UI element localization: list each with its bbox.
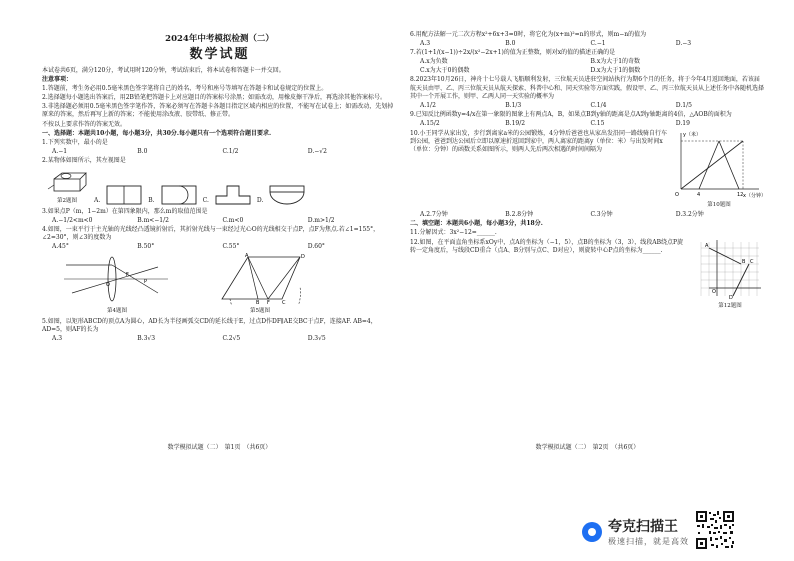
page-1 <box>42 30 397 450</box>
qr-code-icon <box>695 510 735 550</box>
coordinate-grid-figure <box>695 238 765 311</box>
svg-text:D: D <box>729 294 733 300</box>
question-3: 3.如果点P（m，1−2m）在第四象限内，那么m的取值范围是 <box>42 207 208 215</box>
option: A.3 <box>420 40 431 48</box>
question-7-options-row-1 <box>410 58 765 66</box>
quark-logo-icon <box>582 522 602 542</box>
option: A.−1 <box>52 147 68 155</box>
option-label: B. <box>148 197 155 205</box>
question-7-options-row-2 <box>410 67 765 75</box>
option: D.3.2分钟 <box>675 210 704 218</box>
option: B.0 <box>137 147 148 155</box>
option: C.15 <box>590 119 605 127</box>
question-12-block <box>410 238 765 311</box>
option: D.19 <box>675 119 690 127</box>
tick-label: 4 <box>697 192 701 199</box>
notice-1: 1.答题前，考生务必用0.5毫米黑色签字笔将自己的姓名、考号和座号等填写在答题卡和试卷规定的位置上。 <box>42 85 328 93</box>
option: D.−3 <box>675 40 692 48</box>
option: D.−√2 <box>307 147 327 155</box>
svg-text:A: A <box>245 253 249 260</box>
option: A.15/2 <box>420 119 440 127</box>
question-2: 2.某物体如图所示，其左视图是 <box>42 156 126 164</box>
option: B.3√3 <box>137 334 156 342</box>
option: B.0 <box>505 40 516 48</box>
y-axis-label: y（米） <box>683 132 701 139</box>
question-8: 8.2023年10月26日，神舟十七号载人飞船顺利发射，三位航天员进驻空间站执行为期6个月的任务，将于今年4月返回地面，若该届航天员由甲、乙、丙三位航天员从航天探索、科普中心和、同天实验等方面实践，假设甲、乙、丙三位航天员从上述任务中各随机选择其中一个开展工作，则甲、乙两人同一天实验的概率为 <box>410 76 765 100</box>
option-b-view <box>161 184 197 206</box>
subject-title: 数学试题 <box>189 47 250 63</box>
svg-text:B: B <box>742 258 746 265</box>
exam-title: 2024年中考模拟检测（二） <box>165 34 274 44</box>
question-2-figures <box>42 167 397 206</box>
question-1-options <box>42 148 397 156</box>
question-6-options <box>410 40 765 48</box>
option: C.1/2 <box>222 147 239 155</box>
origin-label: O <box>675 192 679 199</box>
option: A.x为负数 <box>420 58 448 66</box>
question-3-options <box>42 217 397 225</box>
distance-time-graph <box>673 129 765 210</box>
option: C.m<0 <box>222 216 244 224</box>
watermark-slogan: 极速扫描，就是高效 <box>608 537 689 546</box>
svg-text:C: C <box>750 258 754 265</box>
x-axis-label: x（分钟） <box>743 193 765 200</box>
svg-text:B: B <box>256 300 260 306</box>
svg-text:P: P <box>144 279 148 286</box>
option: C.1/4 <box>590 101 607 109</box>
question-6: 6.用配方法解一元二次方程x²+6x+3=0时，将它化为(x+m)²=n的形式，则m−n的值为 <box>410 31 647 38</box>
rectangle-arc-figure <box>212 253 308 316</box>
figure-5-caption: 第5题图 <box>250 308 270 315</box>
option: B.m<−1/2 <box>137 216 169 224</box>
question-10-options <box>410 211 765 219</box>
lens-figure <box>62 253 172 316</box>
option: C.x为大于0的偶数 <box>420 67 470 75</box>
intro-text: 本试卷共6页，满分120分，考试用时120分钟，考试结束后，将本试卷和答题卡一并交回。 <box>42 67 285 75</box>
option: C.3分钟 <box>590 210 613 218</box>
question-11: 11.分解因式：3x²−12=______. <box>410 228 497 236</box>
section-1-heading: 一、选择题：本题共10小题，每小题3分，共30分.每小题只有一个选项符合题目要求. <box>42 129 272 137</box>
option-label: D. <box>256 197 264 205</box>
option: D.1/5 <box>675 101 692 109</box>
option-d-view <box>269 184 305 206</box>
notice-heading: 注意事项： <box>42 76 73 84</box>
option: B.2.8分钟 <box>505 210 534 218</box>
question-4: 4.如图，一束平行于主光轴的光线经凸透镜折射后，其折射光线与一束经过光心O的光线相交于点P，点F为焦点.若∠1=155°，∠2=30°，则∠3的度数为 <box>42 225 380 241</box>
notice-3: 3.非选择题必须用0.5毫米黑色签字笔作答，答案必须写在答题卡各题目指定区域内相应的位置，不能写在试卷上；如需改动，先划掉原来的答案，然后再写上新的答案；不能使用涂改液、胶带纸、修正带。 <box>42 103 394 119</box>
svg-text:O: O <box>712 288 716 295</box>
figure-4-caption: 第4题图 <box>107 308 127 315</box>
notice-4: 不按以上要求作答的答案无效。 <box>42 120 127 128</box>
option: C.55° <box>222 242 240 250</box>
option-label: C. <box>202 197 209 205</box>
svg-text:F: F <box>126 272 129 279</box>
watermark-brand: 夸克扫描王 <box>608 519 678 535</box>
page-1-footer: 数学模拟试题（二） 第1页 （共6页） <box>167 443 272 451</box>
tick-label: 12 <box>737 192 744 199</box>
svg-text:D: D <box>301 254 305 261</box>
question-4-options <box>42 243 397 251</box>
question-4-5-figures <box>42 253 397 316</box>
notice-2: 2.选择题每小题选出答案后，用2B铅笔把答题卡上对应题目的答案标号涂黑；如需改动，用橡皮擦干净后，再选涂其他答案标号。 <box>42 94 386 102</box>
option: C.−1 <box>590 40 606 48</box>
figure-12-caption: 第12题图 <box>718 302 742 309</box>
option: A.−1/2<m<0 <box>52 216 93 224</box>
question-1: 1.下列实数中，最小的是 <box>42 138 108 146</box>
figure-2-caption: 第2题图 <box>57 198 77 205</box>
question-5: 5.如图，以矩形ABCD的顶点A为圆心，AD长为半径画弧交CD的延长线于E，过点D作DF∥AE交BC于点F，连接AF. AB=4，AD=5，则AF的长为 <box>42 317 377 333</box>
svg-text:F: F <box>267 300 270 306</box>
option: B.19/2 <box>505 119 526 127</box>
option: D.m>1/2 <box>307 216 335 224</box>
question-7: 7.若(1+1/(x−1))÷2x/(x²−2x+1)的值为正整数，则对x的值的描述正确的是 <box>410 49 616 57</box>
option-label: A. <box>94 197 101 205</box>
question-8-options <box>410 102 765 110</box>
option: A.1/2 <box>420 101 436 109</box>
option: A.45° <box>52 242 69 250</box>
option: B.50° <box>137 242 155 250</box>
svg-text:A: A <box>705 242 709 249</box>
question-5-options <box>42 335 397 343</box>
option: B.1/3 <box>505 101 522 109</box>
scanner-watermark <box>582 516 689 547</box>
option-a-view <box>106 184 142 206</box>
page-2-footer: 数学模拟试题（二） 第2页 （共6页） <box>535 443 640 451</box>
option: C.2√5 <box>222 334 241 342</box>
question-10: 10.小王同学从家出发，步行到离家a米的公园锻炼，4分钟后爸爸也从家出发沿同一路线骑自行车到公园，爸爸到达公园后立即以原速折返回到家中，两人离家的距离y（单位：米）与出发时间x（单位：分钟）的函数关系如图所示，则两人先后两次相遇的时间间隔为 <box>410 130 667 154</box>
page-2 <box>410 30 765 450</box>
question-9-options <box>410 120 765 128</box>
solid-object-figure <box>46 167 88 206</box>
option: D.60° <box>307 242 325 250</box>
section-2-heading: 二、填空题：本题共6小题，每小题3分，共18分. <box>410 219 543 227</box>
question-9: 9.已知反比例函数y=4/x在第一象限的图象上有两点A，B，如果点B到y轴的距离是点A到y轴距离的4倍，△AOB的面积为 <box>410 110 732 118</box>
option-c-view <box>215 184 251 206</box>
figure-10-caption: 第10题图 <box>707 202 731 209</box>
option: A.2.7分钟 <box>420 210 448 218</box>
svg-text:O: O <box>106 282 110 289</box>
option: D.3√5 <box>307 334 326 342</box>
option: B.x为大于1的奇数 <box>590 58 641 66</box>
option: A.3 <box>52 334 63 342</box>
svg-text:C: C <box>282 300 286 306</box>
question-10-block <box>410 129 765 210</box>
question-12: 12.如图，在平面直角坐标系xOy中，点A的坐标为（−1，5），点B的坐标为（3，3），线段AB绕点P旋转一定角度后，与线段CD重合（点A、B分别与点C、D对应），则旋转中心P点的坐标为______. <box>410 238 684 254</box>
option: D.x为大于1的偶数 <box>590 67 641 75</box>
